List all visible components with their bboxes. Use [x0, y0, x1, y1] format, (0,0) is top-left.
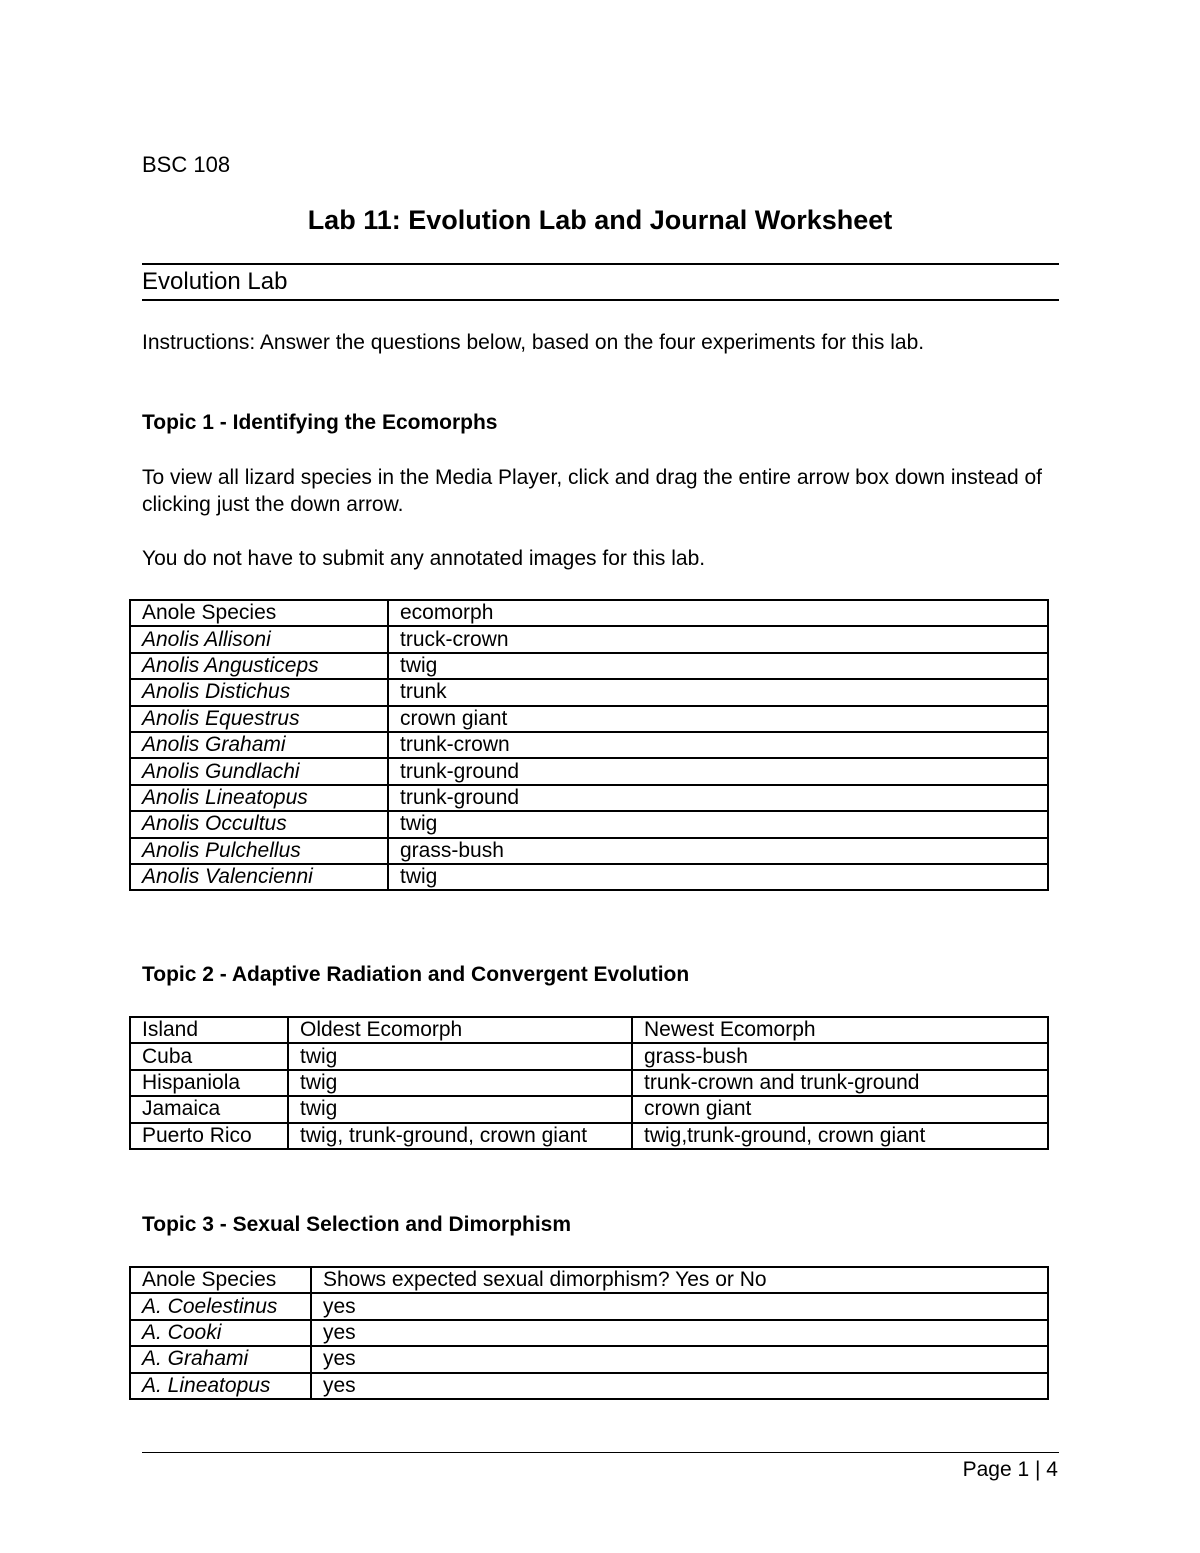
- table-cell: Hispaniola: [130, 1070, 288, 1096]
- table-header-cell: Newest Ecomorph: [632, 1017, 1048, 1043]
- table-row: [130, 1123, 1048, 1149]
- table-cell: A. Grahami: [130, 1346, 311, 1372]
- table-header-cell: Anole Species: [130, 600, 388, 626]
- table-row: [130, 838, 1048, 864]
- table-header-cell: ecomorph: [388, 600, 1048, 626]
- table-cell: Anolis Valencienni: [130, 864, 388, 890]
- section-top-rule: [142, 263, 1059, 265]
- table-cell: trunk-ground: [388, 785, 1048, 811]
- table-cell: Anolis Allisoni: [130, 626, 388, 652]
- topic2-heading: Topic 2 - Adaptive Radiation and Convergent Evolution: [142, 963, 690, 986]
- table-cell: Anolis Grahami: [130, 732, 388, 758]
- table-cell: yes: [311, 1373, 1048, 1399]
- table-row: [130, 1070, 1048, 1096]
- table-cell: twig,trunk-ground, crown giant: [632, 1123, 1048, 1149]
- table-cell: Anolis Pulchellus: [130, 838, 388, 864]
- table-cell: Jamaica: [130, 1096, 288, 1122]
- table-cell: twig, trunk-ground, crown giant: [288, 1123, 632, 1149]
- section-bottom-rule: [142, 299, 1059, 301]
- page-number: Page 1 | 4: [962, 1458, 1058, 1481]
- table-cell: Cuba: [130, 1043, 288, 1069]
- table-cell: twig: [288, 1070, 632, 1096]
- table-cell: truck-crown: [388, 626, 1048, 652]
- table-cell: grass-bush: [632, 1043, 1048, 1069]
- table-cell: Anolis Lineatopus: [130, 785, 388, 811]
- topic1-heading: Topic 1 - Identifying the Ecomorphs: [142, 411, 498, 434]
- table-row: [130, 758, 1048, 784]
- dimorphism-table: [129, 1266, 1049, 1400]
- island-ecomorph-table: [129, 1016, 1049, 1150]
- table-row: [130, 1293, 1048, 1319]
- table-cell: Anolis Equestrus: [130, 706, 388, 732]
- ecomorph-table: [129, 599, 1049, 891]
- table-header-cell: Island: [130, 1017, 288, 1043]
- table-cell: trunk: [388, 679, 1048, 705]
- footer-rule: [142, 1452, 1059, 1453]
- section-heading: Evolution Lab: [142, 268, 288, 295]
- table-cell: trunk-crown: [388, 732, 1048, 758]
- table-row: [130, 706, 1048, 732]
- table-cell: Anolis Angusticeps: [130, 653, 388, 679]
- table-cell: A. Lineatopus: [130, 1373, 311, 1399]
- table-cell: twig: [288, 1096, 632, 1122]
- table-cell: Puerto Rico: [130, 1123, 288, 1149]
- table-header-row: [130, 1017, 1048, 1043]
- table-header-cell: Shows expected sexual dimorphism? Yes or No: [311, 1267, 1048, 1293]
- table-row: [130, 1346, 1048, 1372]
- topic3-heading: Topic 3 - Sexual Selection and Dimorphism: [142, 1213, 572, 1236]
- table-header-row: [130, 1267, 1048, 1293]
- table-cell: A. Coelestinus: [130, 1293, 311, 1319]
- table-row: [130, 1096, 1048, 1122]
- table-cell: crown giant: [388, 706, 1048, 732]
- instructions-text: Instructions: Answer the questions below, based on the four experiments for this lab.: [142, 331, 925, 354]
- table-cell: trunk-crown and trunk-ground: [632, 1070, 1048, 1096]
- document-title: Lab 11: Evolution Lab and Journal Worksheet: [307, 205, 893, 235]
- table-cell: grass-bush: [388, 838, 1048, 864]
- table-header-row: [130, 600, 1048, 626]
- table-cell: yes: [311, 1320, 1048, 1346]
- table-header-cell: Oldest Ecomorph: [288, 1017, 632, 1043]
- table-cell: crown giant: [632, 1096, 1048, 1122]
- table-cell: Anolis Occultus: [130, 811, 388, 837]
- table-cell: yes: [311, 1346, 1048, 1372]
- table-row: [130, 653, 1048, 679]
- table-cell: Anolis Gundlachi: [130, 758, 388, 784]
- table-cell: yes: [311, 1293, 1048, 1319]
- table-row: [130, 1373, 1048, 1399]
- topic1-paragraph-media-player: To view all lizard species in the Media Player, click and drag the entire arrow box down instead of clicking just the down arrow.: [142, 466, 1042, 516]
- table-row: [130, 679, 1048, 705]
- table-row: [130, 732, 1048, 758]
- table-cell: Anolis Distichus: [130, 679, 388, 705]
- table-cell: twig: [288, 1043, 632, 1069]
- table-cell: trunk-ground: [388, 758, 1048, 784]
- table-cell: twig: [388, 811, 1048, 837]
- table-header-cell: Anole Species: [130, 1267, 311, 1293]
- table-row: [130, 811, 1048, 837]
- table-cell: A. Cooki: [130, 1320, 311, 1346]
- table-row: [130, 785, 1048, 811]
- table-row: [130, 864, 1048, 890]
- table-cell: twig: [388, 864, 1048, 890]
- table-row: [130, 1320, 1048, 1346]
- topic1-paragraph-no-submit: You do not have to submit any annotated images for this lab.: [142, 547, 706, 570]
- table-cell: twig: [388, 653, 1048, 679]
- table-row: [130, 1043, 1048, 1069]
- course-code: BSC 108: [142, 152, 231, 177]
- table-row: [130, 626, 1048, 652]
